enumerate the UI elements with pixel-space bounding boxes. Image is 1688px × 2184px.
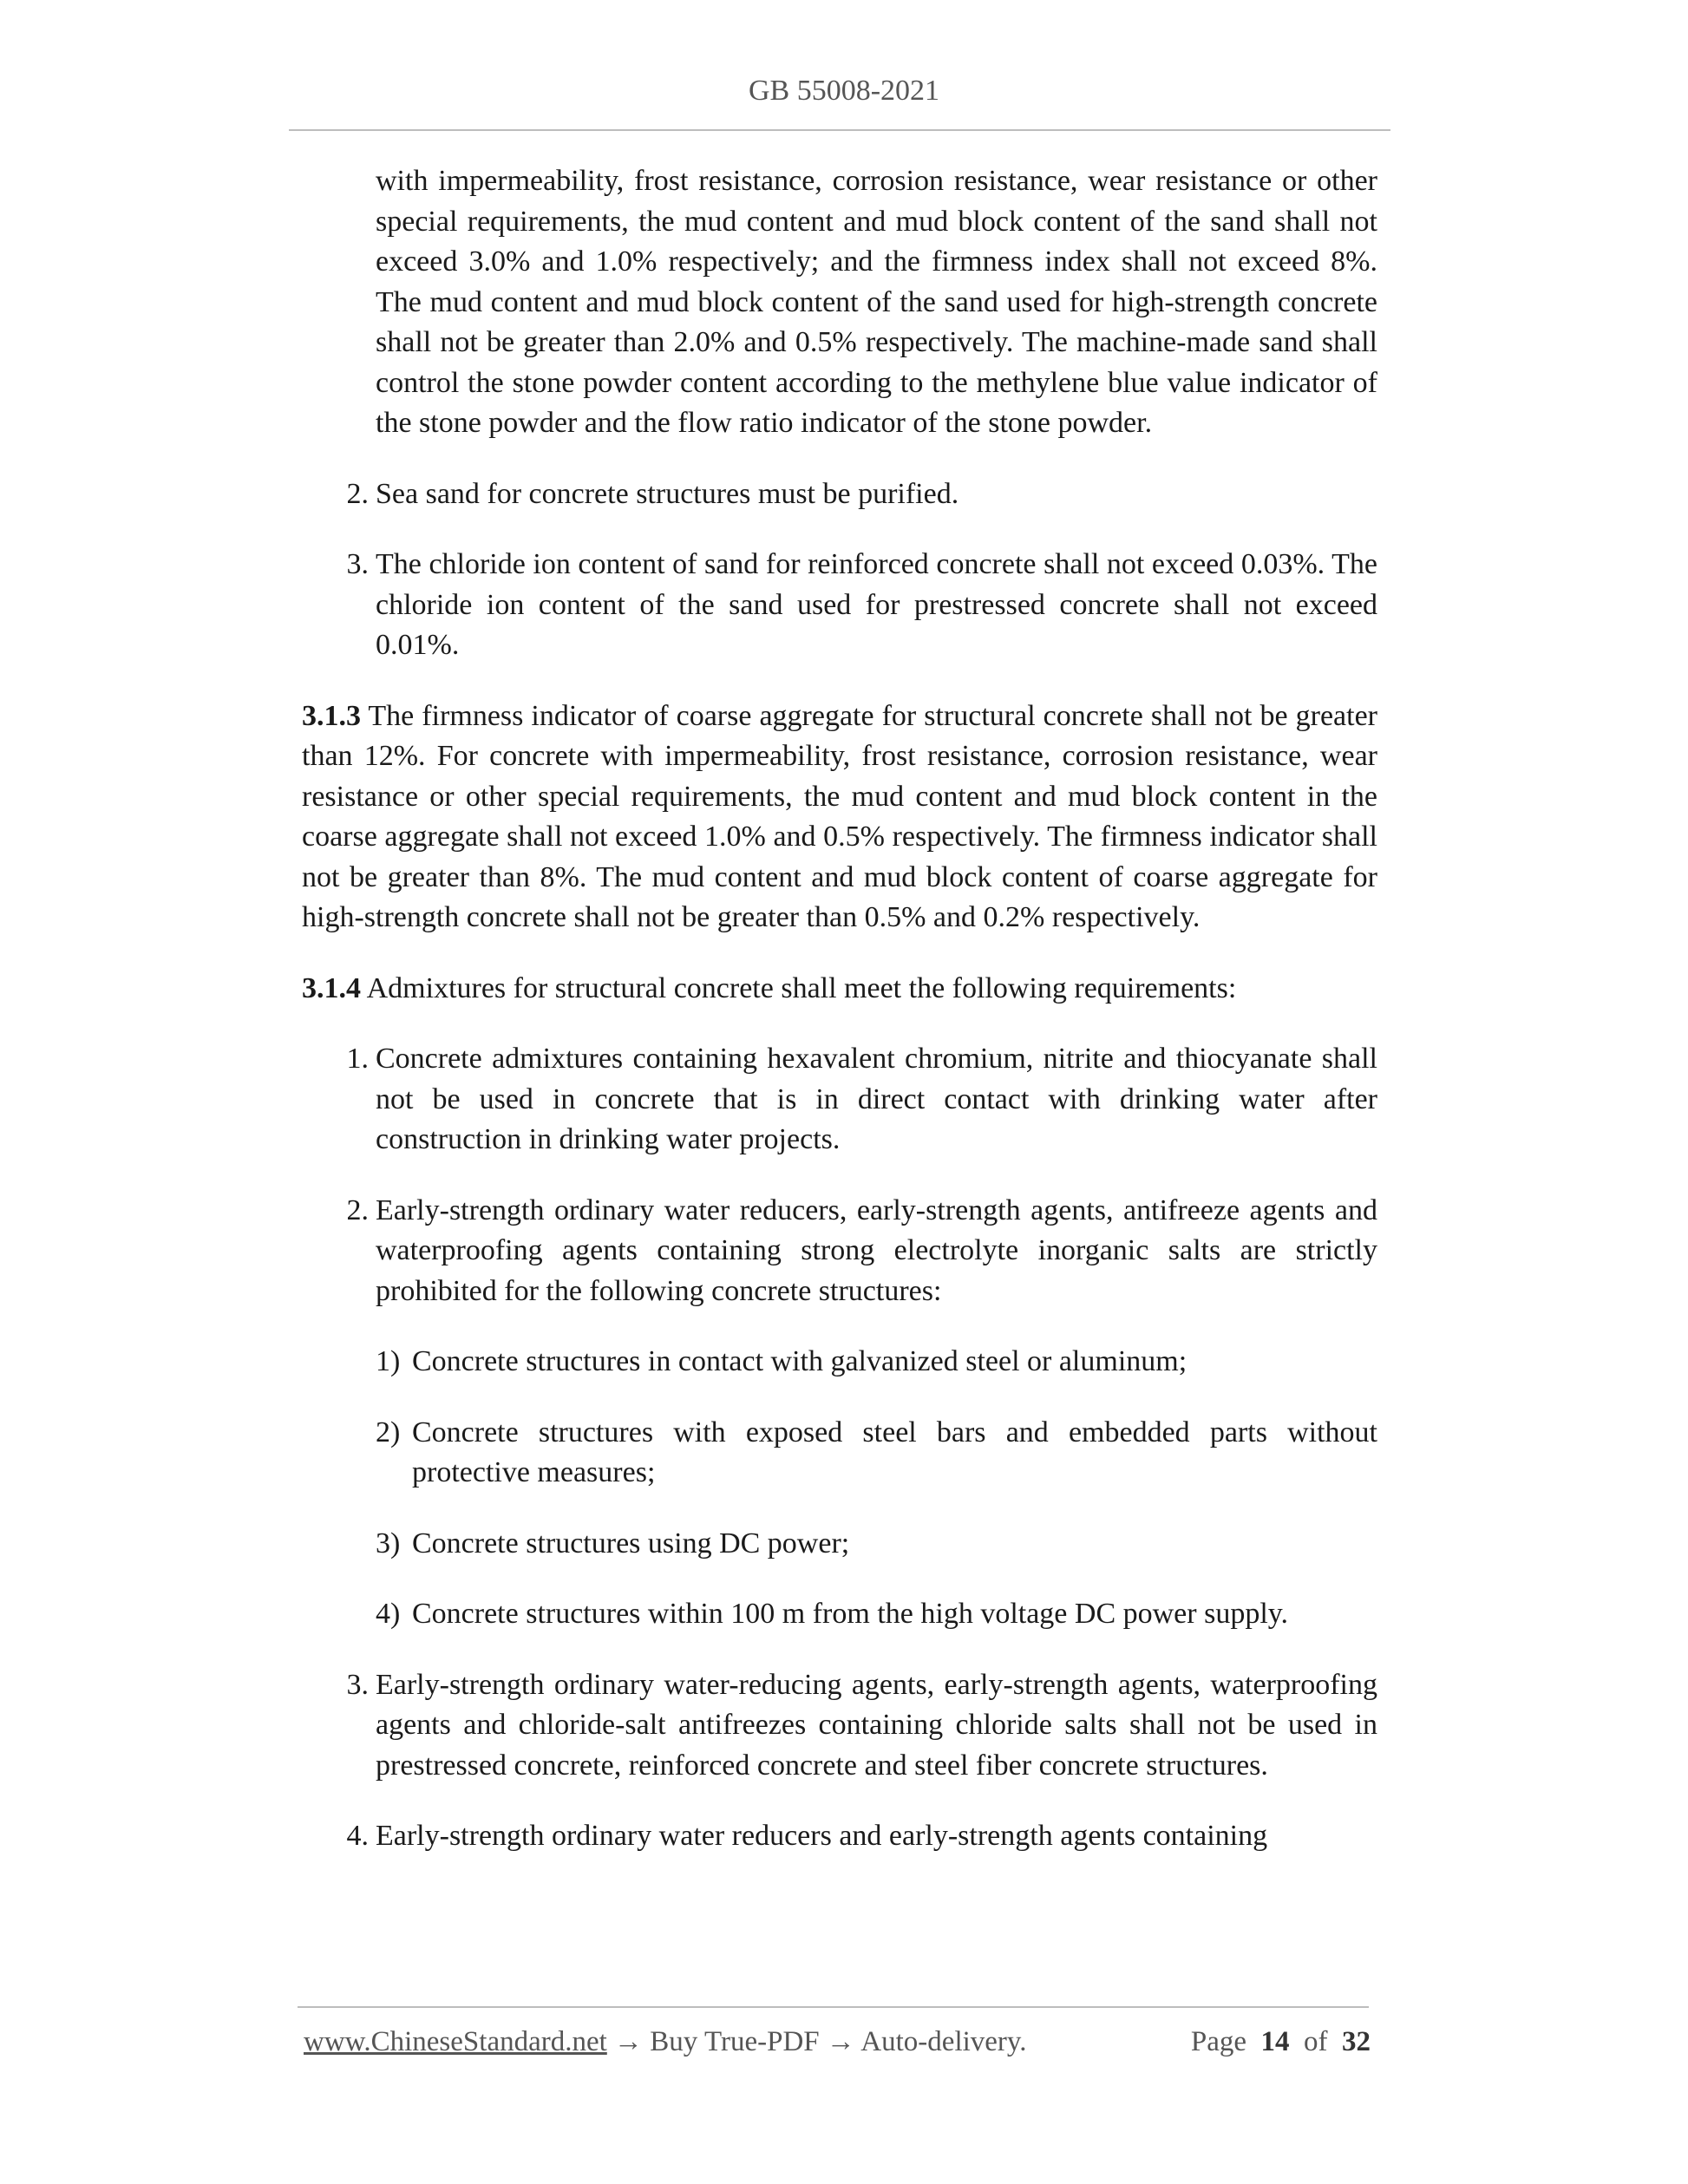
list-text: Early-strength ordinary water reducers and early-strength agents containing [376, 1820, 1268, 1852]
sub-item-1 [302, 1342, 1377, 1383]
sub-text: Concrete structures with exposed steel bars and embedded parts without protective measures; [412, 1416, 1377, 1488]
clause-text: Admixtures for structural concrete shall meet the following requirements: [361, 971, 1237, 1004]
list-number: 3. [346, 548, 369, 580]
list-item-admixture-3 [302, 1665, 1377, 1787]
list-text: Sea sand for concrete structures must be purified. [376, 477, 959, 510]
list-number: 2. [346, 477, 369, 510]
sub-number: 2) [376, 1416, 401, 1448]
list-item-sand-3 [302, 545, 1377, 666]
current-page: 14 [1260, 2026, 1290, 2057]
page-footer [304, 2026, 1371, 2058]
sub-item-2 [302, 1413, 1377, 1494]
list-item-admixture-4 [302, 1816, 1377, 1857]
sub-text: Concrete structures using DC power; [412, 1527, 850, 1560]
list-number: 4. [346, 1820, 369, 1852]
list-text: Concrete admixtures containing hexavalent chromium, nitrite and thiocyanate shall not be used in concrete that is in direct contact with drinking water after construction in drinking water projects. [376, 1043, 1377, 1155]
clause-number: 3.1.3 [302, 699, 361, 732]
list-item-sand-2 [302, 474, 1377, 515]
clause-3-1-4 [302, 969, 1377, 1010]
clause-text: The firmness indicator of coarse aggregate for structural concrete shall not be greater than 12%. For concrete with impermeability, frost resistance, corrosion resistance, wear resistance or other special requirements, the mud content and mud block content in the coarse aggregate shall not exceed 1.0% and 0.5% respectively. The firmness indicator shall not be greater than 8%. The mud content and mud block content of coarse aggregate for high-strength concrete shall not be greater than 0.5% and 0.2% respectively. [302, 699, 1377, 933]
header-divider [289, 129, 1390, 131]
sub-item-3 [302, 1524, 1377, 1565]
page-label: Page [1190, 2026, 1246, 2057]
total-pages: 32 [1342, 2026, 1371, 2057]
sub-text: Concrete structures within 100 m from the high voltage DC power supply. [412, 1598, 1289, 1630]
sub-item-4 [302, 1594, 1377, 1635]
clause-3-1-3 [302, 696, 1377, 938]
list-text: Early-strength ordinary water-reducing agents, early-strength agents, waterproofing agents and chloride-salt antifreezes containing chloride salts shall not be used in prestressed concrete, reinforced concrete and steel fiber concrete structures. [376, 1668, 1377, 1782]
list-number: 1. [346, 1043, 369, 1075]
list-item-admixture-2 [302, 1191, 1377, 1312]
clause-number: 3.1.4 [302, 971, 361, 1004]
page-header-title: GB 55008-2021 [748, 75, 940, 107]
of-label: of [1304, 2026, 1328, 2057]
list-item-admixture-1 [302, 1039, 1377, 1161]
footer-promo-text: → Buy True-PDF → Auto-delivery. [606, 2026, 1027, 2057]
sub-number: 1) [376, 1345, 401, 1377]
continued-paragraph: with impermeability, frost resistance, corrosion resistance, wear resistance or other special requirements, the mud content and mud block content of the sand shall not exceed 3.0% and 1.0% respectively; and the firmness index shall not exceed 8%. The mud content and mud block content of the sand used for high-strength concrete shall not be greater than 2.0% and 0.5% respectively. The machine-made sand shall control the stone powder content according to the methylene blue value indicator of the stone powder and the flow ratio indicator of the stone powder. [376, 165, 1377, 439]
sub-number: 4) [376, 1598, 401, 1630]
page-indicator [1191, 2026, 1371, 2058]
footer-left [304, 2026, 1027, 2058]
list-number: 3. [346, 1668, 369, 1701]
list-number: 2. [346, 1193, 369, 1226]
list-text: Early-strength ordinary water reducers, early-strength agents, antifreeze agents and waterproofing agents containing strong electrolyte inorganic salts are strictly prohibited for the following concrete structures: [376, 1193, 1377, 1307]
sub-number: 3) [376, 1527, 401, 1560]
footer-divider [298, 2006, 1369, 2008]
sub-text: Concrete structures in contact with galvanized steel or aluminum; [412, 1345, 1187, 1377]
list-text: The chloride ion content of sand for reinforced concrete shall not exceed 0.03%. The chloride ion content of the sand used for prestressed concrete shall not exceed 0.01%. [376, 548, 1377, 661]
document-body [302, 161, 1377, 1857]
website-link[interactable]: www.ChineseStandard.net [304, 2026, 607, 2057]
